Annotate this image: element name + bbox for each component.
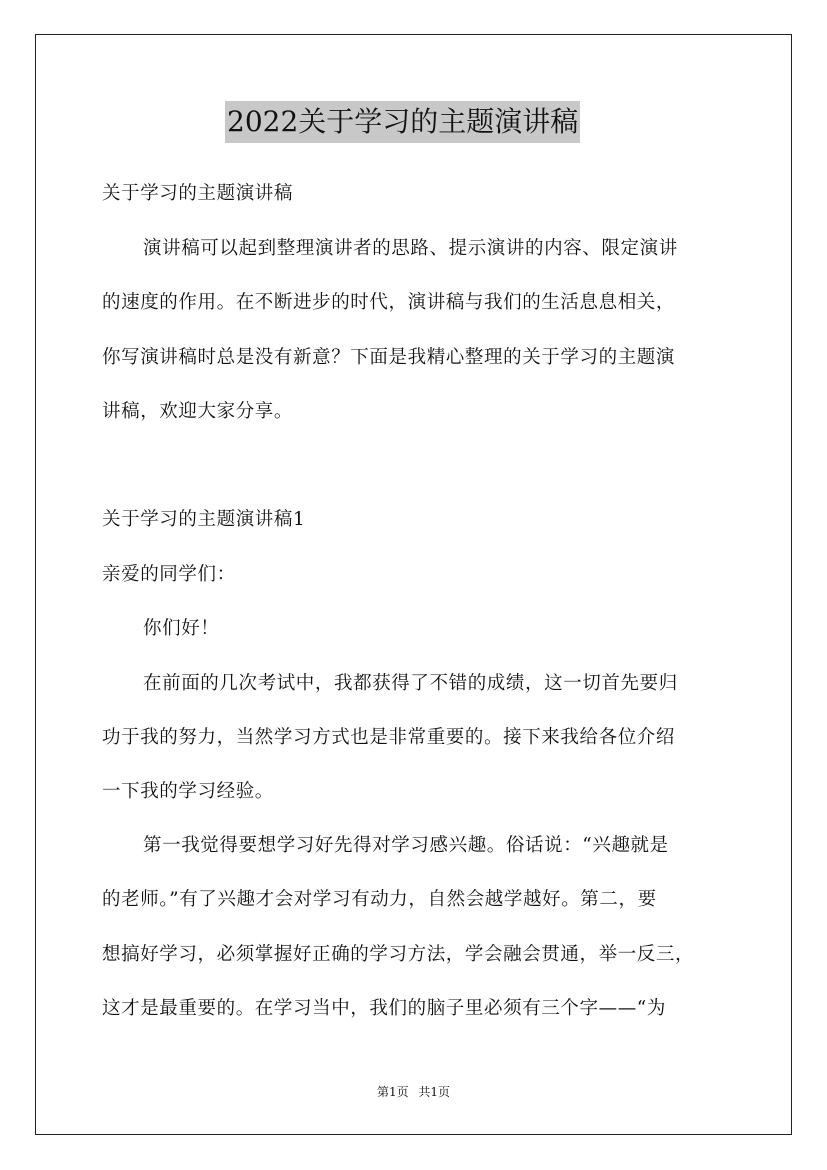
paragraph-line: 这才是最重要的。在学习当中，我们的脑子里必须有三个字——“为 — [102, 998, 666, 1019]
paragraph-line: 第一我觉得要想学习好先得对学习感兴趣。俗话说：“兴趣就是 — [143, 835, 669, 856]
paragraph-line: 的速度的作用。在不断进步的时代，演讲稿与我们的生活息息相关， — [102, 292, 676, 313]
paragraph-line: 一下我的学习经验。 — [102, 781, 274, 802]
paragraph-line: 你写演讲稿时总是没有新意？下面是我精心整理的关于学习的主题演 — [102, 347, 676, 368]
page-number: 第1页 — [376, 1085, 409, 1099]
page-footer — [0, 1084, 827, 1100]
page-total: 共1页 — [418, 1085, 451, 1099]
paragraph-line: 的老师。”有了兴趣才会对学习有动力，自然会越学越好。第二，要 — [102, 889, 657, 910]
section-heading: 关于学习的主题演讲稿 — [102, 183, 294, 204]
greeting: 你们好！ — [143, 618, 220, 639]
paragraph-line: 想搞好学习，必须掌握好正确的学习方法，学会融会贯通，举一反三， — [102, 944, 695, 965]
paragraph-line: 讲稿，欢迎大家分享。 — [102, 401, 294, 422]
paragraph-line: 演讲稿可以起到整理演讲者的思路、提示演讲的内容、限定演讲 — [143, 238, 678, 259]
document-title: 2022关于学习的主题演讲稿 — [225, 101, 580, 143]
section-heading: 关于学习的主题演讲稿1 — [102, 509, 306, 530]
salutation: 亲爱的同学们： — [102, 564, 236, 585]
paragraph-line: 功于我的努力，当然学习方式也是非常重要的。接下来我给各位介绍 — [102, 727, 676, 748]
paragraph-line: 在前面的几次考试中，我都获得了不错的成绩，这一切首先要归 — [143, 673, 678, 694]
